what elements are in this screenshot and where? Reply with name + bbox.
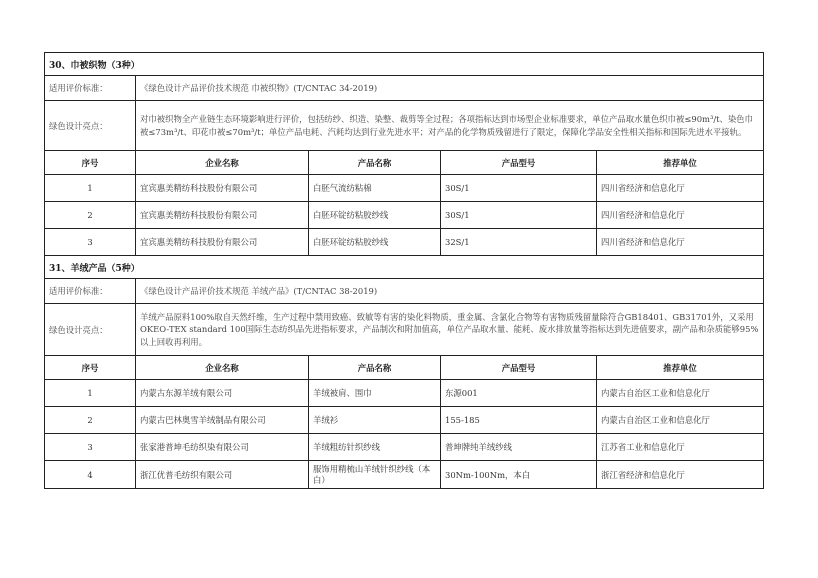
row-no: 3	[45, 229, 136, 255]
row-model: 30S/1	[441, 202, 597, 228]
features-row	[45, 101, 763, 151]
features-row	[45, 304, 763, 356]
header-company: 企业名称	[136, 356, 309, 379]
features-value: 羊绒产品原料100%取自天然纤维，生产过程中禁用致癌、致敏等有害的染化料物质，重金属、含氯化合物等有害物质残留量除符合GB18401、GB31701外，又采用OKEO-TEX standard 100国际生态纺织品先进指标要求，产品制次和附加值高，单位产品取水量、能耗、废水排放量等指标达到先进值要求，副产品和杂质能够95%以上回收再利用。	[140, 311, 759, 347]
table-row	[45, 202, 763, 229]
header-product: 产品名称	[309, 356, 441, 379]
table-header-row	[45, 356, 763, 380]
row-product: 羊绒被肩、围巾	[309, 380, 441, 406]
row-product: 白胚环锭纺粘胶纱线	[309, 202, 441, 228]
row-model: 155-185	[441, 407, 597, 433]
section-title-row	[45, 53, 763, 76]
row-model: 32S/1	[441, 229, 597, 255]
row-no: 1	[45, 175, 136, 201]
table-header-row	[45, 151, 763, 175]
table-row	[45, 175, 763, 202]
table-row	[45, 407, 763, 434]
standard-label: 适用评价标准：	[45, 76, 136, 100]
header-model: 产品型号	[441, 151, 597, 174]
row-no: 2	[45, 407, 136, 433]
table-row	[45, 380, 763, 407]
row-product: 白胚环锭纺粘胶纱线	[309, 229, 441, 255]
row-model: 普坤牌纯羊绒纱线	[441, 434, 597, 460]
features-value: 对巾被织物全产业链生态环境影响进行评价，包括纺纱、织造、染整、裁剪等全过程；各项指标达到市场型企业标准要求，单位产品取水量色织巾被≤90m³/t、染色巾被≤73m³/t、印花巾被≤70m³/t；单位产品电耗、汽耗均达到行业先进水平；对产品的化学物质残留进行了限定，保障化学品安全性相关指标和国际先进水平接轨。	[140, 114, 754, 137]
row-company: 内蒙古东源羊绒有限公司	[136, 380, 309, 406]
row-recommender: 四川省经济和信息化厅	[601, 183, 685, 193]
features-label: 绿色设计亮点：	[45, 304, 136, 355]
features-label: 绿色设计亮点：	[45, 101, 136, 150]
standard-value: 《绿色设计产品评价技术规范 羊绒产品》(T/CNTAC 38-2019)	[140, 285, 378, 296]
row-product: 羊绒衫	[309, 407, 441, 433]
section-title: 31、羊绒产品（5种）	[49, 263, 140, 274]
row-product: 服饰用精梳山羊绒针织纱线（本白）	[309, 461, 441, 488]
row-no: 3	[45, 434, 136, 460]
row-recommender: 江苏省工业和信息化厅	[601, 442, 685, 452]
standard-label: 适用评价标准：	[45, 279, 136, 303]
standard-row	[45, 76, 763, 101]
header-no: 序号	[45, 151, 136, 174]
row-no: 1	[45, 380, 136, 406]
standard-row	[45, 279, 763, 304]
row-model: 30Nm-100Nm，本白	[441, 461, 597, 488]
row-no: 2	[45, 202, 136, 228]
row-no: 4	[45, 461, 136, 488]
table-row	[45, 461, 763, 488]
header-company: 企业名称	[136, 151, 309, 174]
header-product: 产品名称	[309, 151, 441, 174]
section-title-row	[45, 256, 763, 279]
row-product: 白胚气流纺粘棉	[309, 175, 441, 201]
row-company: 浙江优普毛纺织有限公司	[136, 461, 309, 488]
document-table	[44, 52, 764, 489]
row-recommender: 四川省经济和信息化厅	[601, 210, 685, 220]
header-recommender: 推荐单位	[663, 362, 697, 373]
row-product: 羊绒粗纺针织纱线	[309, 434, 441, 460]
row-company: 宜宾惠美精纺科技股份有限公司	[136, 175, 309, 201]
section-title: 30、巾被织物（3种）	[49, 60, 140, 71]
row-recommender: 四川省经济和信息化厅	[601, 237, 685, 247]
row-company: 内蒙古巴林奥雪羊绒制品有限公司	[136, 407, 309, 433]
row-recommender: 浙江省经济和信息化厅	[601, 469, 685, 480]
row-model: 东源001	[441, 380, 597, 406]
header-recommender: 推荐单位	[663, 157, 697, 168]
header-model: 产品型号	[441, 356, 597, 379]
row-recommender: 内蒙古自治区工业和信息化厅	[601, 415, 710, 425]
table-row	[45, 229, 763, 256]
row-company: 张家港普坤毛纺织染有限公司	[136, 434, 309, 460]
standard-value: 《绿色设计产品评价技术规范 巾被织物》(T/CNTAC 34-2019)	[140, 82, 378, 93]
row-company: 宜宾惠美精纺科技股份有限公司	[136, 202, 309, 228]
row-recommender: 内蒙古自治区工业和信息化厅	[601, 388, 710, 398]
row-company: 宜宾惠美精纺科技股份有限公司	[136, 229, 309, 255]
table-row	[45, 434, 763, 461]
header-no: 序号	[45, 356, 136, 379]
row-model: 30S/1	[441, 175, 597, 201]
